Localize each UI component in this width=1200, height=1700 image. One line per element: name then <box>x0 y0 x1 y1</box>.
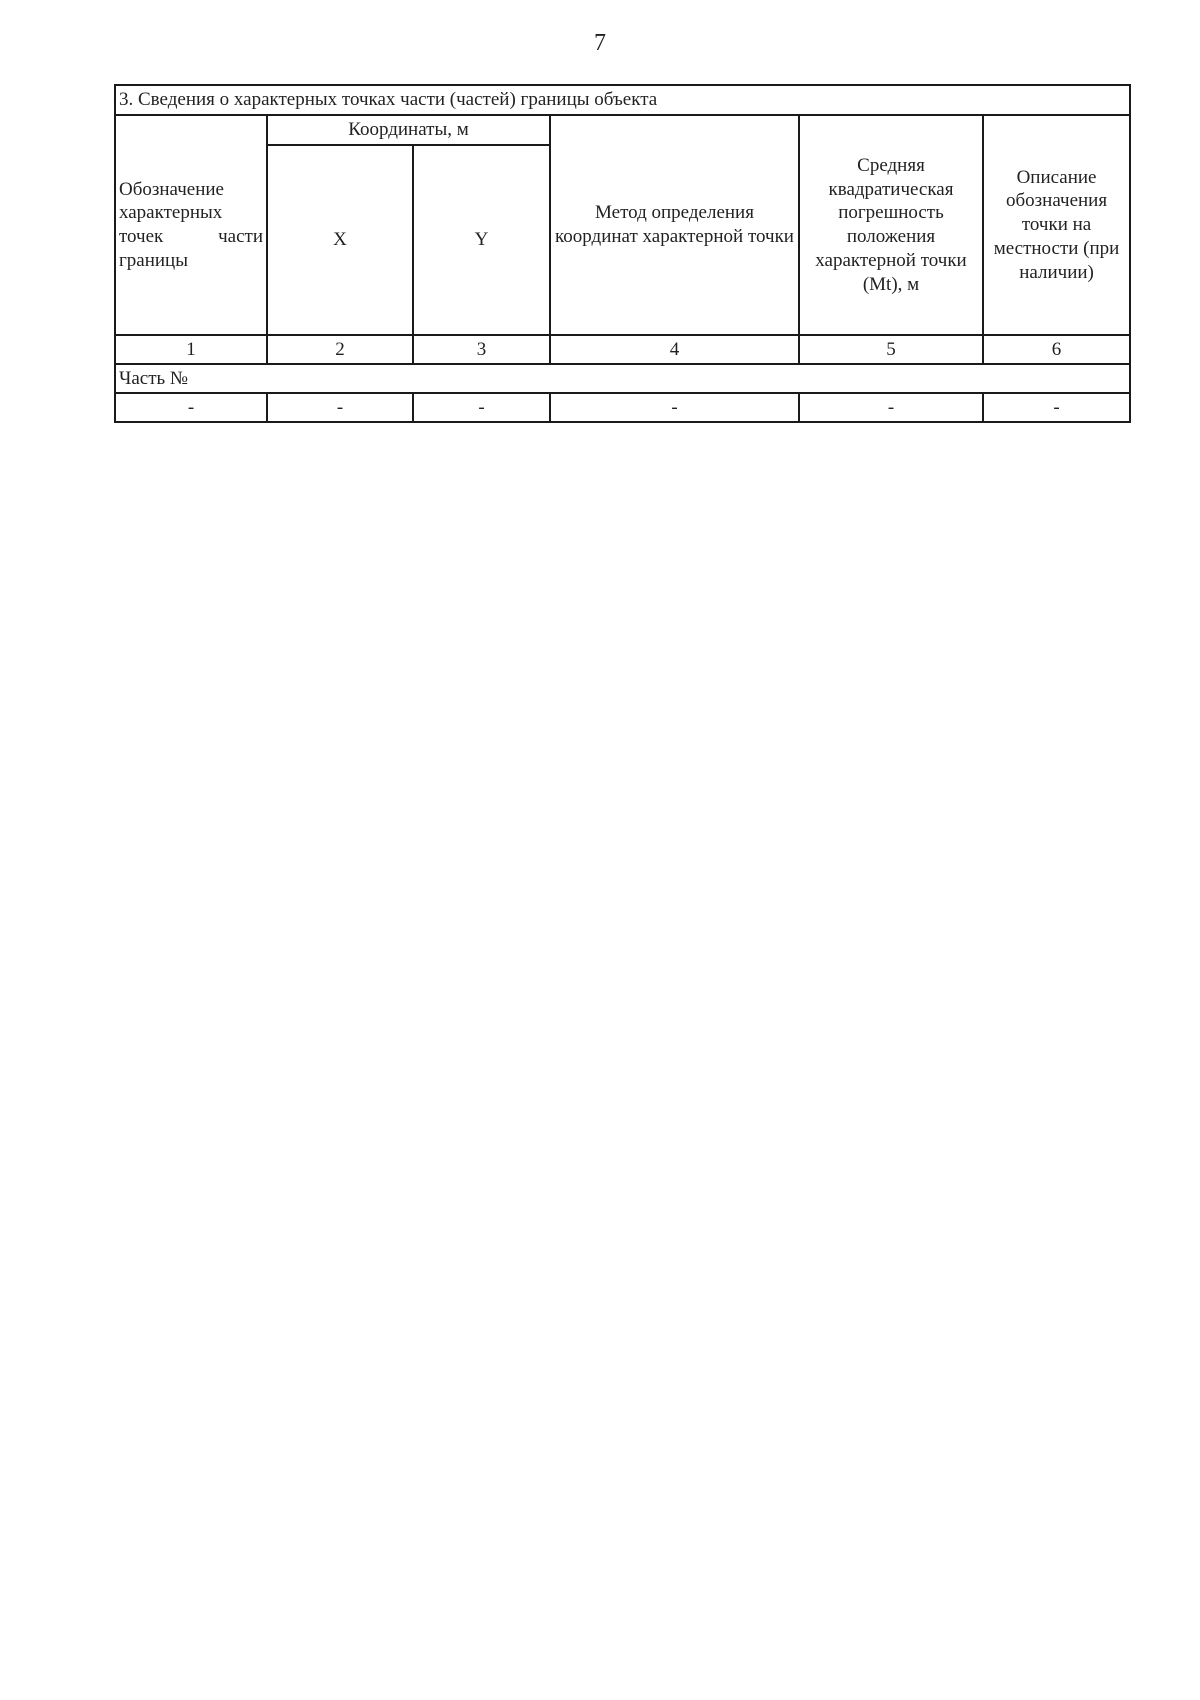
column-number: 4 <box>550 335 799 364</box>
header-mean-error: Средняя квадратическая погрешность положения характерной точки (Mt), м <box>799 115 983 335</box>
boundary-points-table <box>114 84 1131 423</box>
table-cell: - <box>799 393 983 422</box>
column-number: 3 <box>413 335 550 364</box>
table-cell: - <box>550 393 799 422</box>
header-method: Метод определения координат характерной точки <box>550 115 799 335</box>
column-number: 1 <box>115 335 267 364</box>
page-number: 7 <box>594 30 606 56</box>
column-number: 2 <box>267 335 413 364</box>
column-number: 5 <box>799 335 983 364</box>
table-cell: - <box>983 393 1130 422</box>
header-description: Описание обозначения точки на местности (при наличии) <box>983 115 1130 335</box>
header-y: Y <box>413 145 550 335</box>
table-cell: - <box>413 393 550 422</box>
column-number: 6 <box>983 335 1130 364</box>
section-title: 3. Сведения о характерных точках части (частей) границы объекта <box>115 85 1130 115</box>
header-coordinates-group: Координаты, м <box>267 115 550 145</box>
table-cell: - <box>267 393 413 422</box>
table-row <box>115 393 1130 422</box>
header-point-designation: Обозначение характерных точек части границы <box>115 115 267 335</box>
header-x: X <box>267 145 413 335</box>
part-label: Часть № <box>115 364 1130 393</box>
table-cell: - <box>115 393 267 422</box>
column-number-row <box>115 335 1130 364</box>
